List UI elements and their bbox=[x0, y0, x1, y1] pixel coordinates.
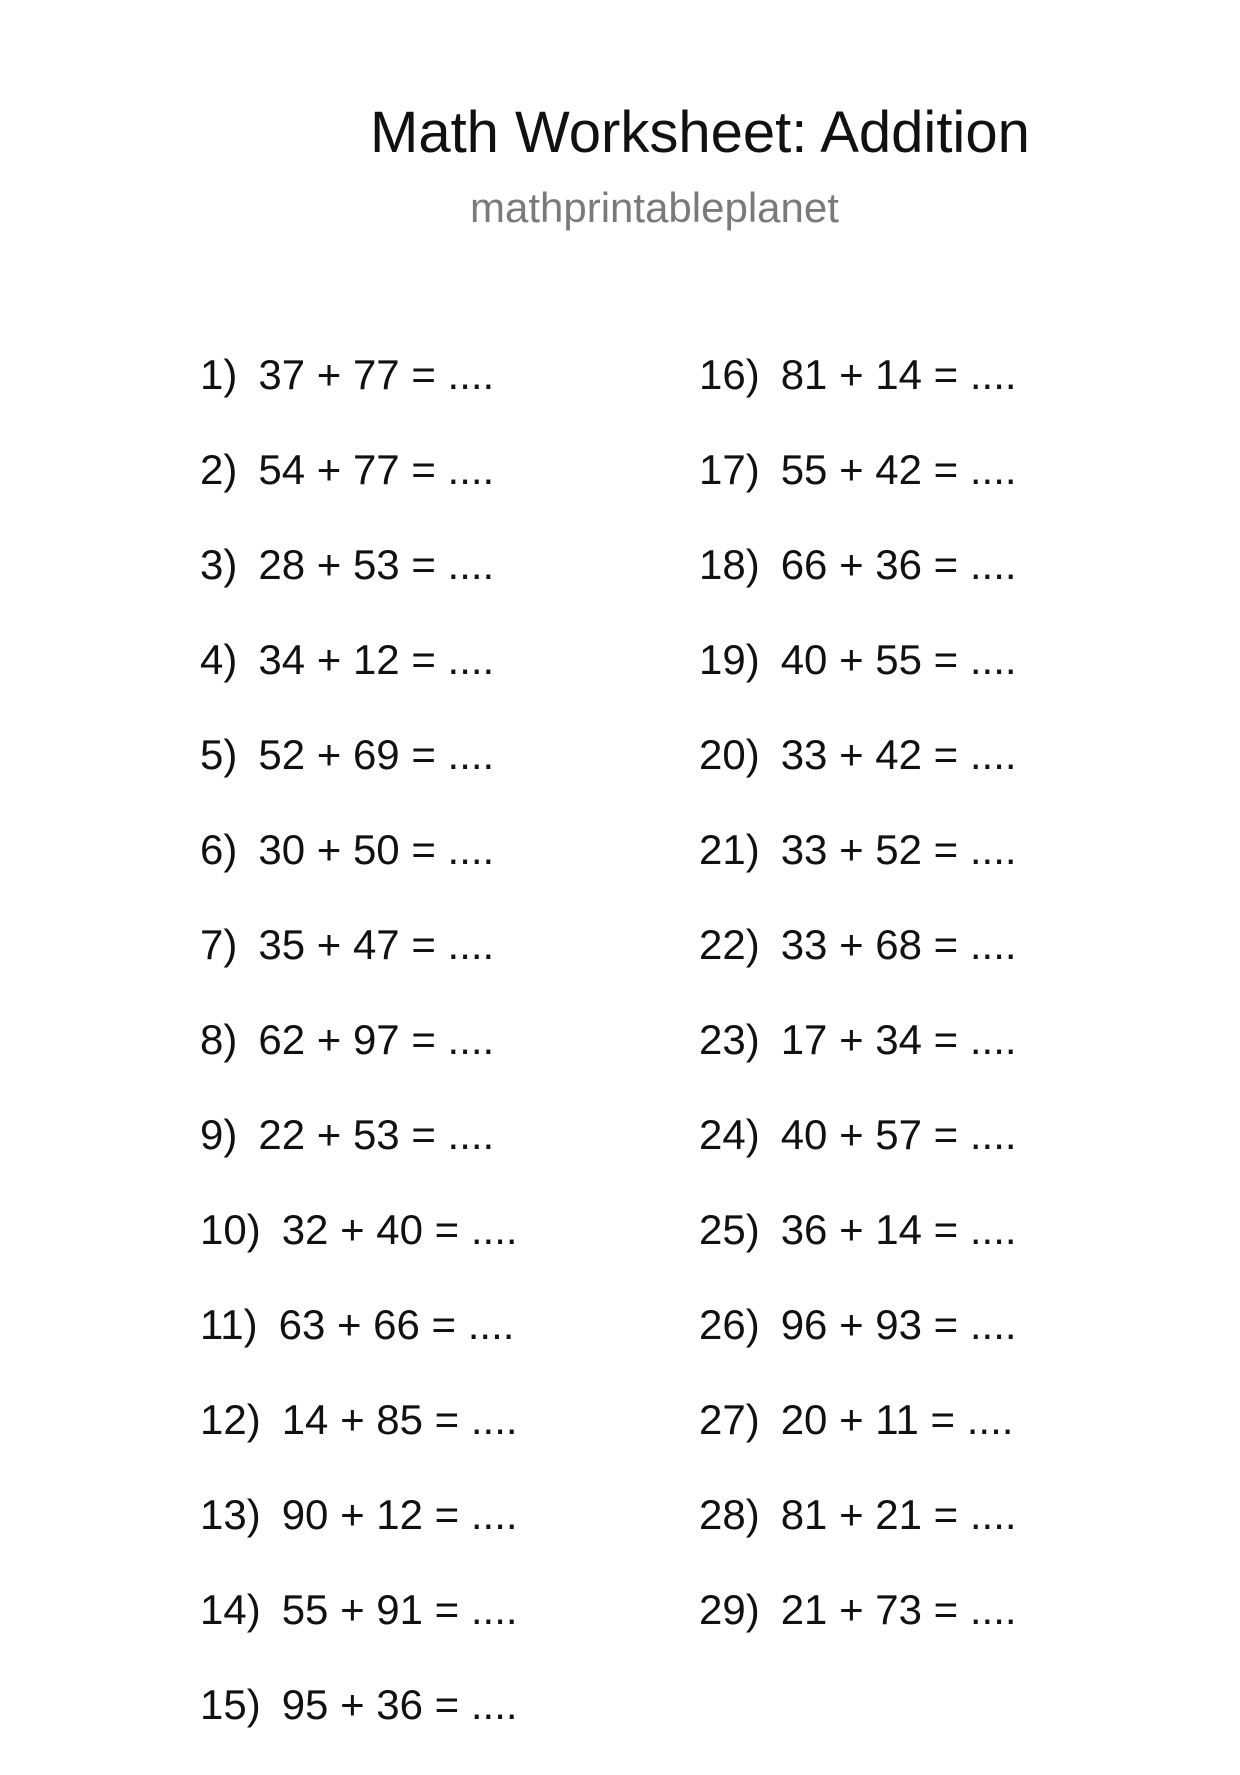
problem-number: 16) bbox=[699, 351, 760, 398]
problem-expression: 40 + 55 = .... bbox=[780, 636, 1017, 683]
problem-number: 14) bbox=[200, 1586, 261, 1633]
problem-expression: 22 + 53 = .... bbox=[258, 1111, 495, 1158]
problem-expression: 21 + 73 = .... bbox=[780, 1586, 1017, 1633]
problem-expression: 52 + 69 = .... bbox=[258, 731, 495, 778]
problem-expression: 37 + 77 = .... bbox=[258, 351, 495, 398]
problem-item bbox=[200, 730, 518, 825]
problem-item bbox=[200, 1110, 518, 1205]
problem-number: 22) bbox=[699, 921, 760, 968]
problem-item bbox=[200, 825, 518, 920]
problem-number: 27) bbox=[699, 1396, 760, 1443]
problem-expression: 62 + 97 = .... bbox=[258, 1016, 495, 1063]
problem-number: 4) bbox=[200, 636, 238, 683]
problem-item bbox=[699, 1300, 1017, 1395]
problem-item bbox=[699, 1205, 1017, 1300]
problem-number: 18) bbox=[699, 541, 760, 588]
problem-number: 6) bbox=[200, 826, 238, 873]
problem-number: 3) bbox=[200, 541, 238, 588]
worksheet-title: Math Worksheet: Addition bbox=[370, 100, 1030, 165]
worksheet-subtitle: mathprintableplanet bbox=[470, 184, 839, 231]
problem-item bbox=[699, 1490, 1017, 1585]
problem-number: 20) bbox=[699, 731, 760, 778]
problem-expression: 20 + 11 = .... bbox=[780, 1396, 1014, 1443]
problem-number: 9) bbox=[200, 1111, 238, 1158]
problem-number: 19) bbox=[699, 636, 760, 683]
problem-item bbox=[200, 1015, 518, 1110]
problem-item bbox=[699, 635, 1017, 730]
problem-number: 21) bbox=[699, 826, 760, 873]
problem-item bbox=[200, 1205, 518, 1300]
problem-expression: 55 + 42 = .... bbox=[780, 446, 1017, 493]
problem-number: 7) bbox=[200, 921, 238, 968]
problem-number: 2) bbox=[200, 446, 238, 493]
problem-number: 5) bbox=[200, 731, 238, 778]
problem-item bbox=[200, 1490, 518, 1585]
problem-item bbox=[699, 825, 1017, 920]
problem-expression: 81 + 21 = .... bbox=[780, 1491, 1017, 1538]
problem-number: 29) bbox=[699, 1586, 760, 1633]
problem-expression: 30 + 50 = .... bbox=[258, 826, 495, 873]
problem-item bbox=[200, 1585, 518, 1680]
problem-column-left bbox=[200, 350, 518, 1775]
problem-item bbox=[200, 445, 518, 540]
problem-number: 1) bbox=[200, 351, 238, 398]
problem-expression: 35 + 47 = .... bbox=[258, 921, 495, 968]
problem-item bbox=[200, 1680, 518, 1775]
problem-expression: 63 + 66 = .... bbox=[278, 1301, 515, 1348]
problem-item bbox=[699, 540, 1017, 635]
problem-expression: 14 + 85 = .... bbox=[281, 1396, 518, 1443]
problem-number: 13) bbox=[200, 1491, 261, 1538]
problem-number: 15) bbox=[200, 1681, 261, 1728]
problem-expression: 33 + 68 = .... bbox=[780, 921, 1017, 968]
problem-expression: 95 + 36 = .... bbox=[281, 1681, 518, 1728]
problem-number: 23) bbox=[699, 1016, 760, 1063]
problem-number: 8) bbox=[200, 1016, 238, 1063]
problem-item bbox=[699, 730, 1017, 825]
problem-expression: 33 + 52 = .... bbox=[780, 826, 1017, 873]
problem-item bbox=[200, 635, 518, 730]
problem-expression: 66 + 36 = .... bbox=[780, 541, 1017, 588]
problem-expression: 36 + 14 = .... bbox=[780, 1206, 1017, 1253]
problem-expression: 34 + 12 = .... bbox=[258, 636, 495, 683]
problem-column-right bbox=[699, 350, 1017, 1680]
problem-number: 26) bbox=[699, 1301, 760, 1348]
problem-number: 11) bbox=[200, 1301, 258, 1348]
problem-item bbox=[200, 350, 518, 445]
problem-number: 24) bbox=[699, 1111, 760, 1158]
problem-expression: 33 + 42 = .... bbox=[780, 731, 1017, 778]
problem-item bbox=[200, 540, 518, 635]
problem-item bbox=[699, 1395, 1017, 1490]
problem-number: 17) bbox=[699, 446, 760, 493]
problem-number: 12) bbox=[200, 1396, 261, 1443]
problem-expression: 96 + 93 = .... bbox=[780, 1301, 1017, 1348]
problem-expression: 90 + 12 = .... bbox=[281, 1491, 518, 1538]
problem-item bbox=[699, 350, 1017, 445]
problem-expression: 32 + 40 = .... bbox=[281, 1206, 518, 1253]
problem-expression: 54 + 77 = .... bbox=[258, 446, 495, 493]
problem-item bbox=[699, 1110, 1017, 1205]
problem-number: 25) bbox=[699, 1206, 760, 1253]
problem-number: 28) bbox=[699, 1491, 760, 1538]
problem-item bbox=[699, 1015, 1017, 1110]
problem-item bbox=[699, 445, 1017, 540]
problem-item bbox=[200, 1300, 518, 1395]
problem-item bbox=[200, 1395, 518, 1490]
problem-number: 10) bbox=[200, 1206, 261, 1253]
problem-item bbox=[200, 920, 518, 1015]
problem-expression: 40 + 57 = .... bbox=[780, 1111, 1017, 1158]
problem-item bbox=[699, 920, 1017, 1015]
problem-item bbox=[699, 1585, 1017, 1680]
problem-expression: 55 + 91 = .... bbox=[281, 1586, 518, 1633]
problem-expression: 28 + 53 = .... bbox=[258, 541, 495, 588]
problem-expression: 81 + 14 = .... bbox=[780, 351, 1017, 398]
problem-expression: 17 + 34 = .... bbox=[780, 1016, 1017, 1063]
